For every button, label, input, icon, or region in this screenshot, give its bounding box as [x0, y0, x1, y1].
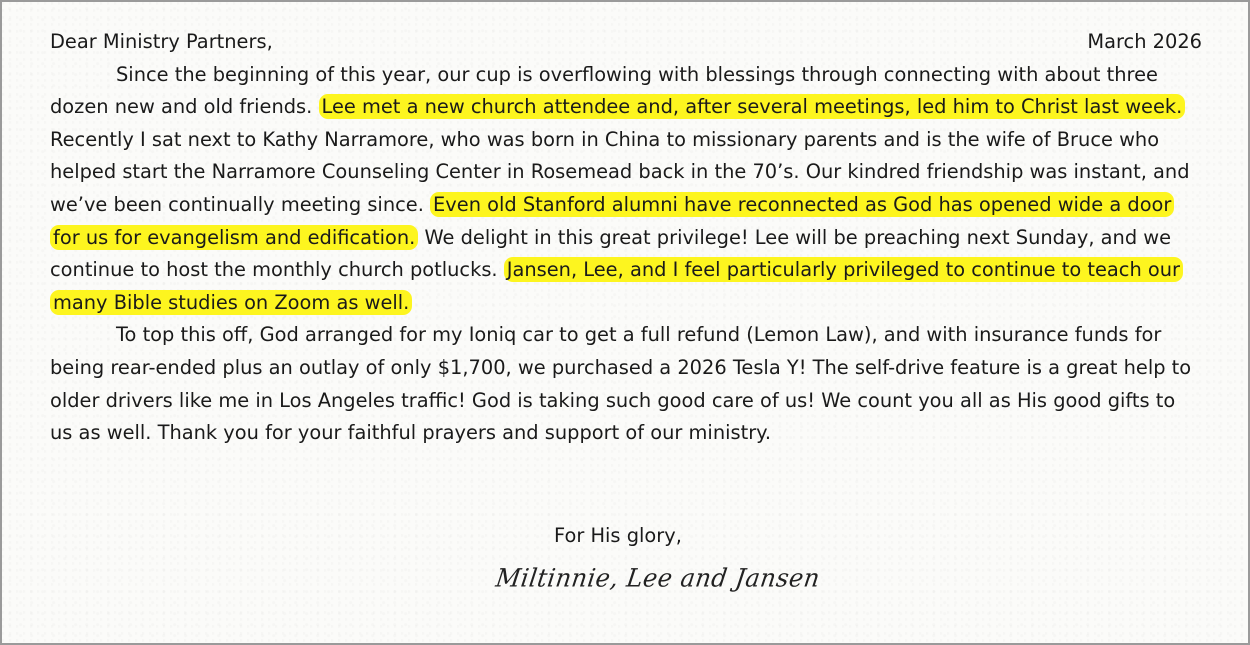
letter-date: March 2026	[1087, 30, 1202, 53]
paragraph-2: To top this off, God arranged for my Ioniq car to get a full refund (Lemon Law), and with insurance funds for being rear-ended plus an outlay of only $1,700, we purchased a 2026 Tesla Y! The self-drive feature is a great help to older drivers like me in Los Angeles traffic! God is taking such good care of us! We count you all as His good gifts to us as well. Thank you for your faithful prayers and support of our ministry.	[50, 323, 1192, 445]
paragraph-1-text-b: Recently I sat next to Kathy Narramore, who was born in China to missionary parents and is the wife of Bruce who helped start the Narramore Counseling Center in Rosemead back in the 70’s. Our kindred friendship was instant, and we’ve been continually meeting since.	[50, 127, 1190, 216]
paragraph-1	[50, 59, 1202, 320]
highlighted-sentence-1: Lee met a new church attendee and, after several meetings, led him to Christ last week.	[319, 94, 1186, 119]
letter-header	[50, 26, 1202, 59]
paragraph-1-text-c: We delight in this great privilege! Lee will be preaching next Sunday, and we continue to host the monthly church potlucks.	[50, 225, 1172, 282]
highlighted-sentence-3: Jansen, Lee, and I feel particularly privileged to continue to teach our many Bible studies on Zoom as well.	[50, 257, 1183, 315]
paragraph-1-text-a: Since the beginning of this year, our cup is overflowing with blessings through connecting with about three dozen new and old friends.	[50, 62, 1158, 119]
signature: Miltinnie, Lee and Jansen	[493, 563, 822, 593]
letter-body	[50, 26, 1202, 450]
closing-line: For His glory,	[554, 524, 682, 547]
highlighted-sentence-2: Even old Stanford alumni have reconnected as God has opened wide a door for us for evangelism and edification.	[50, 192, 1174, 250]
salutation: Dear Ministry Partners,	[50, 30, 273, 53]
